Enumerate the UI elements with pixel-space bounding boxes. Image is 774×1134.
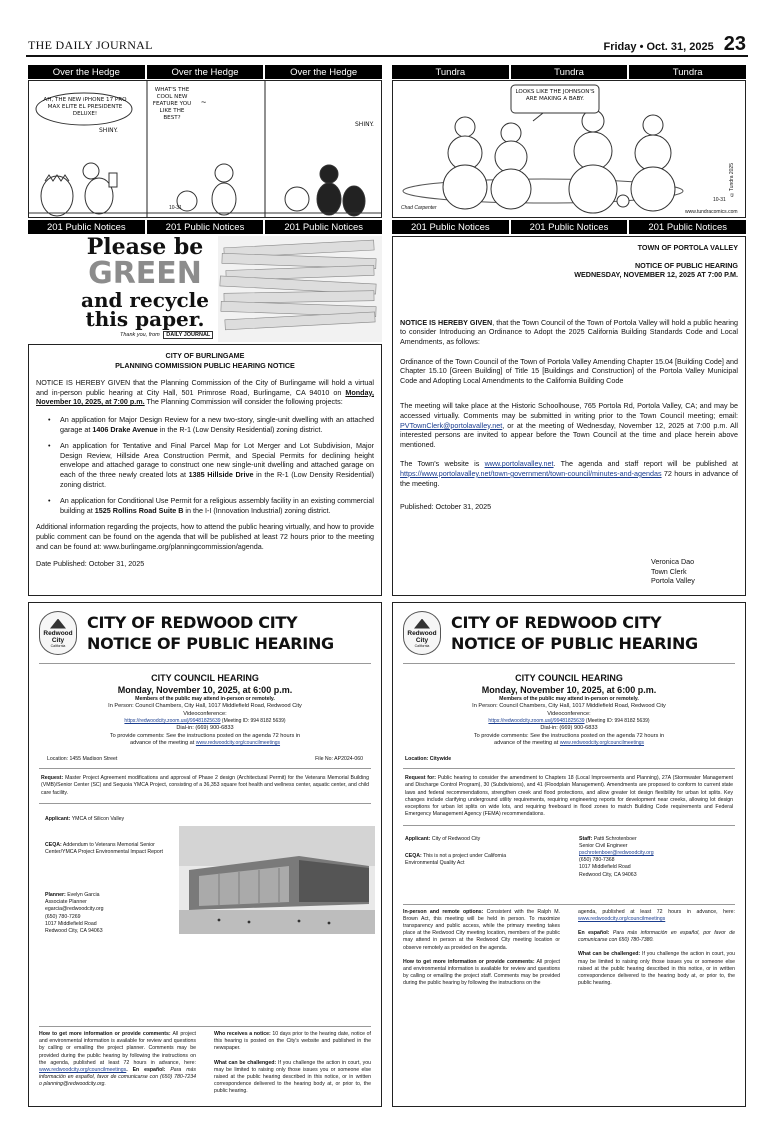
logo-text: Redwood xyxy=(407,629,437,637)
challenge-body: If you challenge the action in court, you may be limited to raising only those issues you or someone else raised at the public hearing described in this notice, or in written correspondence delivered to the hearing body at, or prior to, the public hearing. xyxy=(214,1059,371,1095)
page-number: 23 xyxy=(723,33,746,55)
item-text: in the R-1 (Low Density Residential) zoning district. xyxy=(60,469,374,489)
logo-subtext: California xyxy=(50,643,66,648)
applicant xyxy=(45,816,175,823)
section-label: 201 Public Notices xyxy=(147,220,264,234)
divider xyxy=(39,663,371,664)
comic-date: 10-31 xyxy=(713,197,726,203)
ceqa-text: Addendum to Veterans Memorial Senior Center/YMCA Project Environmental Impact Report xyxy=(45,841,163,856)
title-block xyxy=(451,612,698,654)
ad-line: this paper. xyxy=(85,307,205,331)
redwood-notice-right xyxy=(392,602,746,1107)
section-label: 201 Public Notices xyxy=(28,220,145,234)
what-challenged xyxy=(578,951,735,987)
who-receives xyxy=(214,1031,371,1053)
video-link-line xyxy=(403,718,735,725)
tree-icon xyxy=(414,619,430,629)
ceqa xyxy=(45,842,171,856)
recycle-ad xyxy=(28,236,382,342)
what-challenged xyxy=(214,1060,371,1096)
notice-label: Who receives a notice: xyxy=(214,1030,271,1037)
ceqa-label: CEQA: xyxy=(45,841,62,848)
item-text: An application for Tentative and Final Parcel Map for Lot Merger and Lot Subdivision, Major Design Review, Hillside Area Construction Permit, and Special Permits for declining height envelope and attached garage to construct one new single-unit dwelling and attached garage on each of the three newly created lots at xyxy=(60,441,374,479)
hearing-date: Monday, November 10, 2025, at 6:00 p.m. xyxy=(481,685,657,695)
notice-header xyxy=(39,611,371,655)
logo-text: Redwood xyxy=(43,629,73,637)
item-text: An application for Conditional Use Permit for a religious assembly facility in an existing commercial building at xyxy=(60,496,374,515)
notice-intro xyxy=(36,378,374,407)
howto-body: All project and environmental information is available for review and questions by calling or emailing the project staff. Comments may be provided during the public hearing by following the instructions on the xyxy=(403,958,560,987)
spanish-text: Para más información en español, favor de comunicarse con (650) 780-7234 o planning@redwoodcity.org. xyxy=(39,1066,196,1088)
planner-line: Redwood City, CA 94063 xyxy=(45,927,103,934)
redwood-notice-left xyxy=(28,602,382,1107)
spanish-label: En español: xyxy=(578,929,610,936)
right-info-column xyxy=(578,909,735,988)
hearing-date: Monday, November 10, 2025, at 6:00 p.m. xyxy=(117,685,293,695)
text: advance of the meeting at xyxy=(493,740,560,747)
comment-instructions xyxy=(403,740,735,748)
comic-title: Tundra xyxy=(392,65,509,79)
comic-title: Over the Hedge xyxy=(265,65,382,79)
list-item xyxy=(48,415,374,434)
options-label: In-person and remote options: xyxy=(403,908,484,915)
page-header-right xyxy=(604,33,747,56)
request-body: Master Project Agreement modifications and approval of Phase 2 design (Architectural Permit) for the Veterans Memorial Building (VMB)/Senior Center (SC) and Sequoia YMCA Project, consisting of a 36,353 square foot health and wellness center, aquatic center, and child care facility. xyxy=(41,775,369,796)
divider xyxy=(39,803,371,804)
town-website-link[interactable]: www.portolavalley.net xyxy=(484,459,554,469)
ad-line: and recycle xyxy=(80,288,209,312)
contact-row xyxy=(403,836,735,900)
planner-line: (650) 780-7269 xyxy=(45,913,81,920)
challenge-label: What can be challenged: xyxy=(214,1059,277,1066)
item-text: An application for Major Design Review for a new two-story, single-unit dwelling with an attached garage at xyxy=(60,414,374,434)
body-text: The meeting will take place at the Historic Schoolhouse, 765 Portola Rd, Portola Valley, CA; and may be accessed virtually. Comments may be submitted in writing prior to the Town Council meeting; email: xyxy=(400,401,738,420)
notice-paragraph: Ordinance of the Town Council of the Town of Portola Valley Amending Chapter 15.04 [Building Code] and Chapter 15.10 [Green Building] of Title 15 [Buildings and Construction] of the Portola Valley Municipal Code and Adopting Local Amendments to the California Building Code xyxy=(400,356,738,385)
request-body: Public hearing to consider the amendment to Chapters 18 (Local Improvements and Planning), 27A (Stormwater Management and Discharge Control Program), 30 (Subdivisions), and 41 (Floodplain Management). Amendments are proposed to conform to current state laws and federal recommendations, strengthen creek and flood protections, and allow greater lot design flexibility for urban lot splits. Key changes include clarifying underground utility requirements, requiring engineering reports for development near creeks, allowing lot design exceptions for urban lot splits on wide lots, and requiring freeboard in flood zones to match Building Code requirements and Federal Emergency Management Agency (FEMA) recommendations. xyxy=(405,775,733,818)
notice-org: TOWN OF PORTOLA VALLEY xyxy=(637,243,738,252)
notice-header xyxy=(403,611,735,655)
meeting-id: (Meeting ID: 994 8182 5639) xyxy=(584,718,650,725)
portola-notice xyxy=(392,236,746,596)
body-text: 72 hours in advance of the meeting. xyxy=(400,468,738,488)
intro-text: NOTICE IS HEREBY GIVEN that the Planning Commission of the City of Burlingame will hold a virtual and in-person public hearing at City Hall, 501 Primrose Road, Burlingame, CA 94010 on xyxy=(36,378,374,397)
applicant-ceqa xyxy=(405,836,559,900)
info-columns xyxy=(39,1031,371,1096)
notice-subtitle: PLANNING COMMISSION PUBLIC HEARING NOTICE xyxy=(115,360,295,370)
notice-title: NOTICE OF PUBLIC HEARING xyxy=(634,260,738,270)
zoom-link[interactable]: https://redwoodcity.zoom.us/j/99481825639 xyxy=(488,718,585,725)
logo-text: City xyxy=(51,636,65,644)
list-item xyxy=(48,496,374,515)
planner-email: egarcia@redwoodcity.org xyxy=(45,906,104,913)
challenge-label: What can be challenged: xyxy=(578,951,641,958)
publish-date: Date Published: October 31, 2025 xyxy=(36,559,145,569)
staff-label: Staff: xyxy=(579,835,593,842)
spanish-label: . En español: xyxy=(126,1066,166,1073)
body-text: , that the Town Council of the Town of Portola Valley will hold a public hearing to consider Introducing an Ordinance to Adopt the 2025 California Building Standards Code and Local Amendments, as follows: xyxy=(400,317,738,346)
council-meetings-link[interactable]: www.redwoodcity.org/councilmeetings xyxy=(559,740,645,747)
in-person-location: In Person: Council Chambers, City Hall, 1017 Middlefield Road, Redwood City xyxy=(472,703,666,710)
notice-title: NOTICE OF PUBLIC HEARING xyxy=(87,634,334,653)
staff-line: (650) 780-7368 xyxy=(579,857,615,864)
attend-note: Members of the public may attend in-person or remotely. xyxy=(499,696,639,702)
project-address: 1406 Drake Avenue xyxy=(92,424,158,434)
details-area xyxy=(39,816,371,1026)
video-label: Videoconference: xyxy=(183,710,227,717)
ad-line: Please be xyxy=(86,236,204,260)
notice-title: CITY OF REDWOOD CITY xyxy=(451,613,662,632)
comic-date: 10-31 xyxy=(169,205,182,211)
agenda-link[interactable]: https://www.portolavalley.net/town-government/town-council/minutes-and-agendas xyxy=(400,468,662,478)
howto-title: How to get more information or provide comments: xyxy=(403,958,535,965)
divider xyxy=(403,825,735,826)
zoom-link[interactable]: https://redwoodcity.zoom.us/j/99481825639 xyxy=(124,718,221,725)
request-label: Request for: xyxy=(405,775,436,782)
ceqa-text: This is not a project under California Environmental Quality Act xyxy=(405,852,507,866)
redwood-city-logo xyxy=(403,611,441,655)
ad-thanks-text: Thank you, from xyxy=(120,332,160,338)
in-person-options xyxy=(403,909,560,952)
section-label: 201 Public Notices xyxy=(511,220,628,234)
request-text xyxy=(39,775,371,797)
comic-title: Tundra xyxy=(629,65,746,79)
artist-signature: Chad Carpenter xyxy=(401,205,437,211)
building-rendering-image xyxy=(179,826,375,934)
info-columns xyxy=(403,909,735,988)
speech-bubble: LOOKS LIKE THE JOHNSON'S ARE MAKING A BABY. xyxy=(515,89,595,102)
paper-name: THE DAILY JOURNAL xyxy=(28,38,153,52)
body-text: , or at the meeting of Wednesday, November 12, 2025 at 7:00 p.m. All interested persons are invited to appear before the Town Council at the time and place herein above mentioned. xyxy=(400,420,738,449)
tree-icon xyxy=(50,619,66,629)
comic-title: Over the Hedge xyxy=(147,65,264,79)
staff-title: Senior Civil Engineer xyxy=(579,842,628,849)
spanish-note xyxy=(578,930,735,944)
meeting-id: (Meeting ID: 994 8182 5639) xyxy=(220,718,286,725)
challenge-body: If you challenge the action in court, you may be limited to raising only those issues you or someone else raised at the public hearing described in this notice, or in written correspondence delivered to the hearing body at, or prior to, the public hearing. xyxy=(578,951,735,987)
signer-name: Veronica Dao xyxy=(651,557,695,566)
agenda-text: agenda, published at least 72 hours in advance, here: xyxy=(578,908,735,915)
planner-label: Planner: xyxy=(45,891,66,898)
location-row xyxy=(39,756,371,763)
staff-line: 1017 Middlefield Road xyxy=(579,864,631,871)
request-text xyxy=(403,775,735,818)
divider xyxy=(39,1026,371,1027)
tundra-titlebar xyxy=(392,65,746,79)
applicant-name: YMCA of Silicon Valley xyxy=(70,815,125,822)
file-number: File No: AP2024-060 xyxy=(315,756,363,763)
project-list xyxy=(48,415,374,515)
comment-instructions: To provide comments: See the instructions posted on the agenda 72 hours in xyxy=(473,732,665,739)
notice-date: WEDNESDAY, NOVEMBER 12, 2025 AT 7:00 P.M. xyxy=(574,270,738,280)
hearing-type: CITY COUNCIL HEARING xyxy=(515,673,623,683)
over-the-hedge-strip xyxy=(28,80,382,218)
project-address: 1525 Rollins Road Suite B xyxy=(94,505,184,515)
newspaper-stack-image xyxy=(218,236,382,342)
header-rule xyxy=(26,55,748,57)
clerk-email-link[interactable]: PVTownClerk@portolavalley.net xyxy=(400,420,503,430)
comment-instructions: To provide comments: See the instructions posted on the agenda 72 hours in xyxy=(109,732,301,739)
hearing-date: Monday, November 10, 2025, at 7:00 p.m. xyxy=(36,387,374,407)
notice-paragraph xyxy=(400,459,738,488)
left-info-column xyxy=(403,909,560,988)
section-label: 201 Public Notices xyxy=(265,220,382,234)
council-meetings-link[interactable]: www.redwoodcity.org/councilmeetings xyxy=(578,915,666,922)
notice-body: 10 days prior to the hearing date, notice of this hearing is posted on the City's website and published in the newspaper. xyxy=(214,1030,371,1052)
signer-title: Town Clerk xyxy=(651,566,687,576)
signature-block xyxy=(651,557,695,586)
planner-name: Evelyn Garcia xyxy=(65,891,100,898)
project-address: 1385 Hillside Drive xyxy=(188,469,254,479)
title-block xyxy=(87,612,334,654)
intro-text: The Planning Commission will consider the following projects: xyxy=(144,397,343,407)
speech-text: SHINY. xyxy=(99,127,118,134)
comic-url: www.tundracomics.com xyxy=(685,209,738,215)
tundra-strip xyxy=(392,80,746,218)
staff-email-link[interactable]: pschrotenboer@redwoodcity.org xyxy=(579,849,654,856)
location: Location: 1455 Madison Street xyxy=(47,756,118,763)
applicant-label: Applicant: xyxy=(45,815,71,822)
spanish-text: Para más información en español, por favor de comunicarse con 650) 780-7380. xyxy=(578,929,735,944)
divider xyxy=(403,768,735,769)
list-item xyxy=(48,441,374,489)
agenda-note xyxy=(578,909,735,923)
howto-body: All project and environmental information is available for review and questions by calling or emailing the project planner. Comments may be provided during the public hearing by following the instructions on the agenda, published at least 72 hours in advance, here: xyxy=(39,1030,196,1066)
ad-thanks xyxy=(120,332,213,338)
staff-contact xyxy=(579,836,733,900)
body-text: . The agenda and staff report will be published at xyxy=(553,459,738,469)
options-body: Consistent with the Ralph M. Brown Act, this meeting will be held in person. To maximize transparency and public access, while the primary meeting takes place at the Redwood City meeting location, members of the public may attend in person at the Redwood City meeting location or observe remotely as provided on the agenda. xyxy=(403,908,560,951)
body-text: The Town's website is xyxy=(400,459,485,469)
item-text: in the R-1 (Low Density Residential) zoning district. xyxy=(157,424,323,434)
staff-name: Patti Schrotenboer xyxy=(592,835,637,842)
staff-line: Redwood City, CA 94063 xyxy=(579,871,637,878)
notice-paragraph xyxy=(400,401,738,449)
request-label: Request: xyxy=(41,775,64,782)
hearing-type: CITY COUNCIL HEARING xyxy=(151,673,259,683)
notice-title: CITY OF BURLINGAME xyxy=(165,351,245,360)
speech-text: SHINY. xyxy=(355,121,374,128)
section-label: 201 Public Notices xyxy=(629,220,746,234)
speech-bubble: WHAT'S THE COOL NEW FEATURE YOU LIKE THE BEST? xyxy=(152,87,192,121)
council-meetings-link[interactable]: www.redwoodcity.org/councilmeetings xyxy=(39,1066,127,1073)
signer-place: Portola Valley xyxy=(651,576,695,586)
logo-text: City xyxy=(415,636,429,644)
notices-titlebar-right xyxy=(392,220,746,234)
planner-line: 1017 Middlefield Road xyxy=(45,920,97,927)
howto xyxy=(403,959,560,988)
video-label: Videoconference: xyxy=(547,710,591,717)
ad-brand: DAILY JOURNAL xyxy=(163,331,213,339)
howto-column xyxy=(39,1031,196,1096)
comment-instructions xyxy=(39,740,371,748)
issue-date: Friday • Oct. 31, 2025 xyxy=(603,41,714,53)
notice-title: CITY OF REDWOOD CITY xyxy=(87,613,298,632)
applicant-label: Applicant: xyxy=(405,835,431,842)
speech-bubble: AH, THE NEW iPHONE 17 PRO MAX ELITE EL PRESIDENTE DELUXE! xyxy=(43,97,127,117)
notice-closing: Additional information regarding the projects, how to attend the public hearing virtually, and how to provide public comment can be found on the agenda that will be published at least 72 hours prior to the meeting and can be found at: www.burlingame.org/planningcommission/agenda. xyxy=(36,522,374,551)
comic-title: Tundra xyxy=(511,65,628,79)
redwood-city-logo xyxy=(39,611,77,655)
dial-in: Dial-in: (669) 900-6833 xyxy=(176,725,234,732)
comic-copyright: ©Tundra 2025 xyxy=(729,163,735,198)
text: advance of the meeting at xyxy=(129,740,196,747)
item-text: in the I-I (Innovation Industrial) zoning district. xyxy=(183,505,331,515)
ceqa-label: CEQA: xyxy=(405,852,422,859)
divider xyxy=(39,768,371,769)
applicant xyxy=(405,836,559,843)
attend-note: Members of the public may attend in-person or remotely. xyxy=(135,696,275,702)
logo-subtext: California xyxy=(414,643,430,648)
comic-title: Over the Hedge xyxy=(28,65,145,79)
location: Location: Citywide xyxy=(405,756,452,763)
publish-date: Published: October 31, 2025 xyxy=(400,502,492,512)
speech-text: ~ xyxy=(201,97,207,107)
in-person-location: In Person: Council Chambers, City Hall, 1017 Middlefield Road, Redwood City xyxy=(108,703,302,710)
video-link-line xyxy=(39,718,371,725)
notices-titlebar-left xyxy=(28,220,382,234)
lead-text: NOTICE IS HEREBY GIVEN xyxy=(400,317,493,327)
howto-title: How to get more information or provide comments: xyxy=(39,1030,171,1037)
hedge-titlebar xyxy=(28,65,382,79)
planner-contact xyxy=(45,892,165,935)
burlingame-notice xyxy=(28,344,382,596)
notice-paragraph xyxy=(400,318,738,347)
council-meetings-link[interactable]: www.redwoodcity.org/councilmeetings xyxy=(195,740,281,747)
divider xyxy=(403,904,735,905)
ad-green-word: GREEN xyxy=(88,256,202,291)
section-label: 201 Public Notices xyxy=(392,220,509,234)
divider xyxy=(403,663,735,664)
notice-title: NOTICE OF PUBLIC HEARING xyxy=(451,634,698,653)
notice-column xyxy=(214,1031,371,1096)
applicant-name: City of Redwood City xyxy=(430,835,481,842)
ceqa xyxy=(405,853,515,867)
dial-in: Dial-in: (669) 900-6833 xyxy=(540,725,598,732)
planner-line: Associate Planner xyxy=(45,899,87,906)
